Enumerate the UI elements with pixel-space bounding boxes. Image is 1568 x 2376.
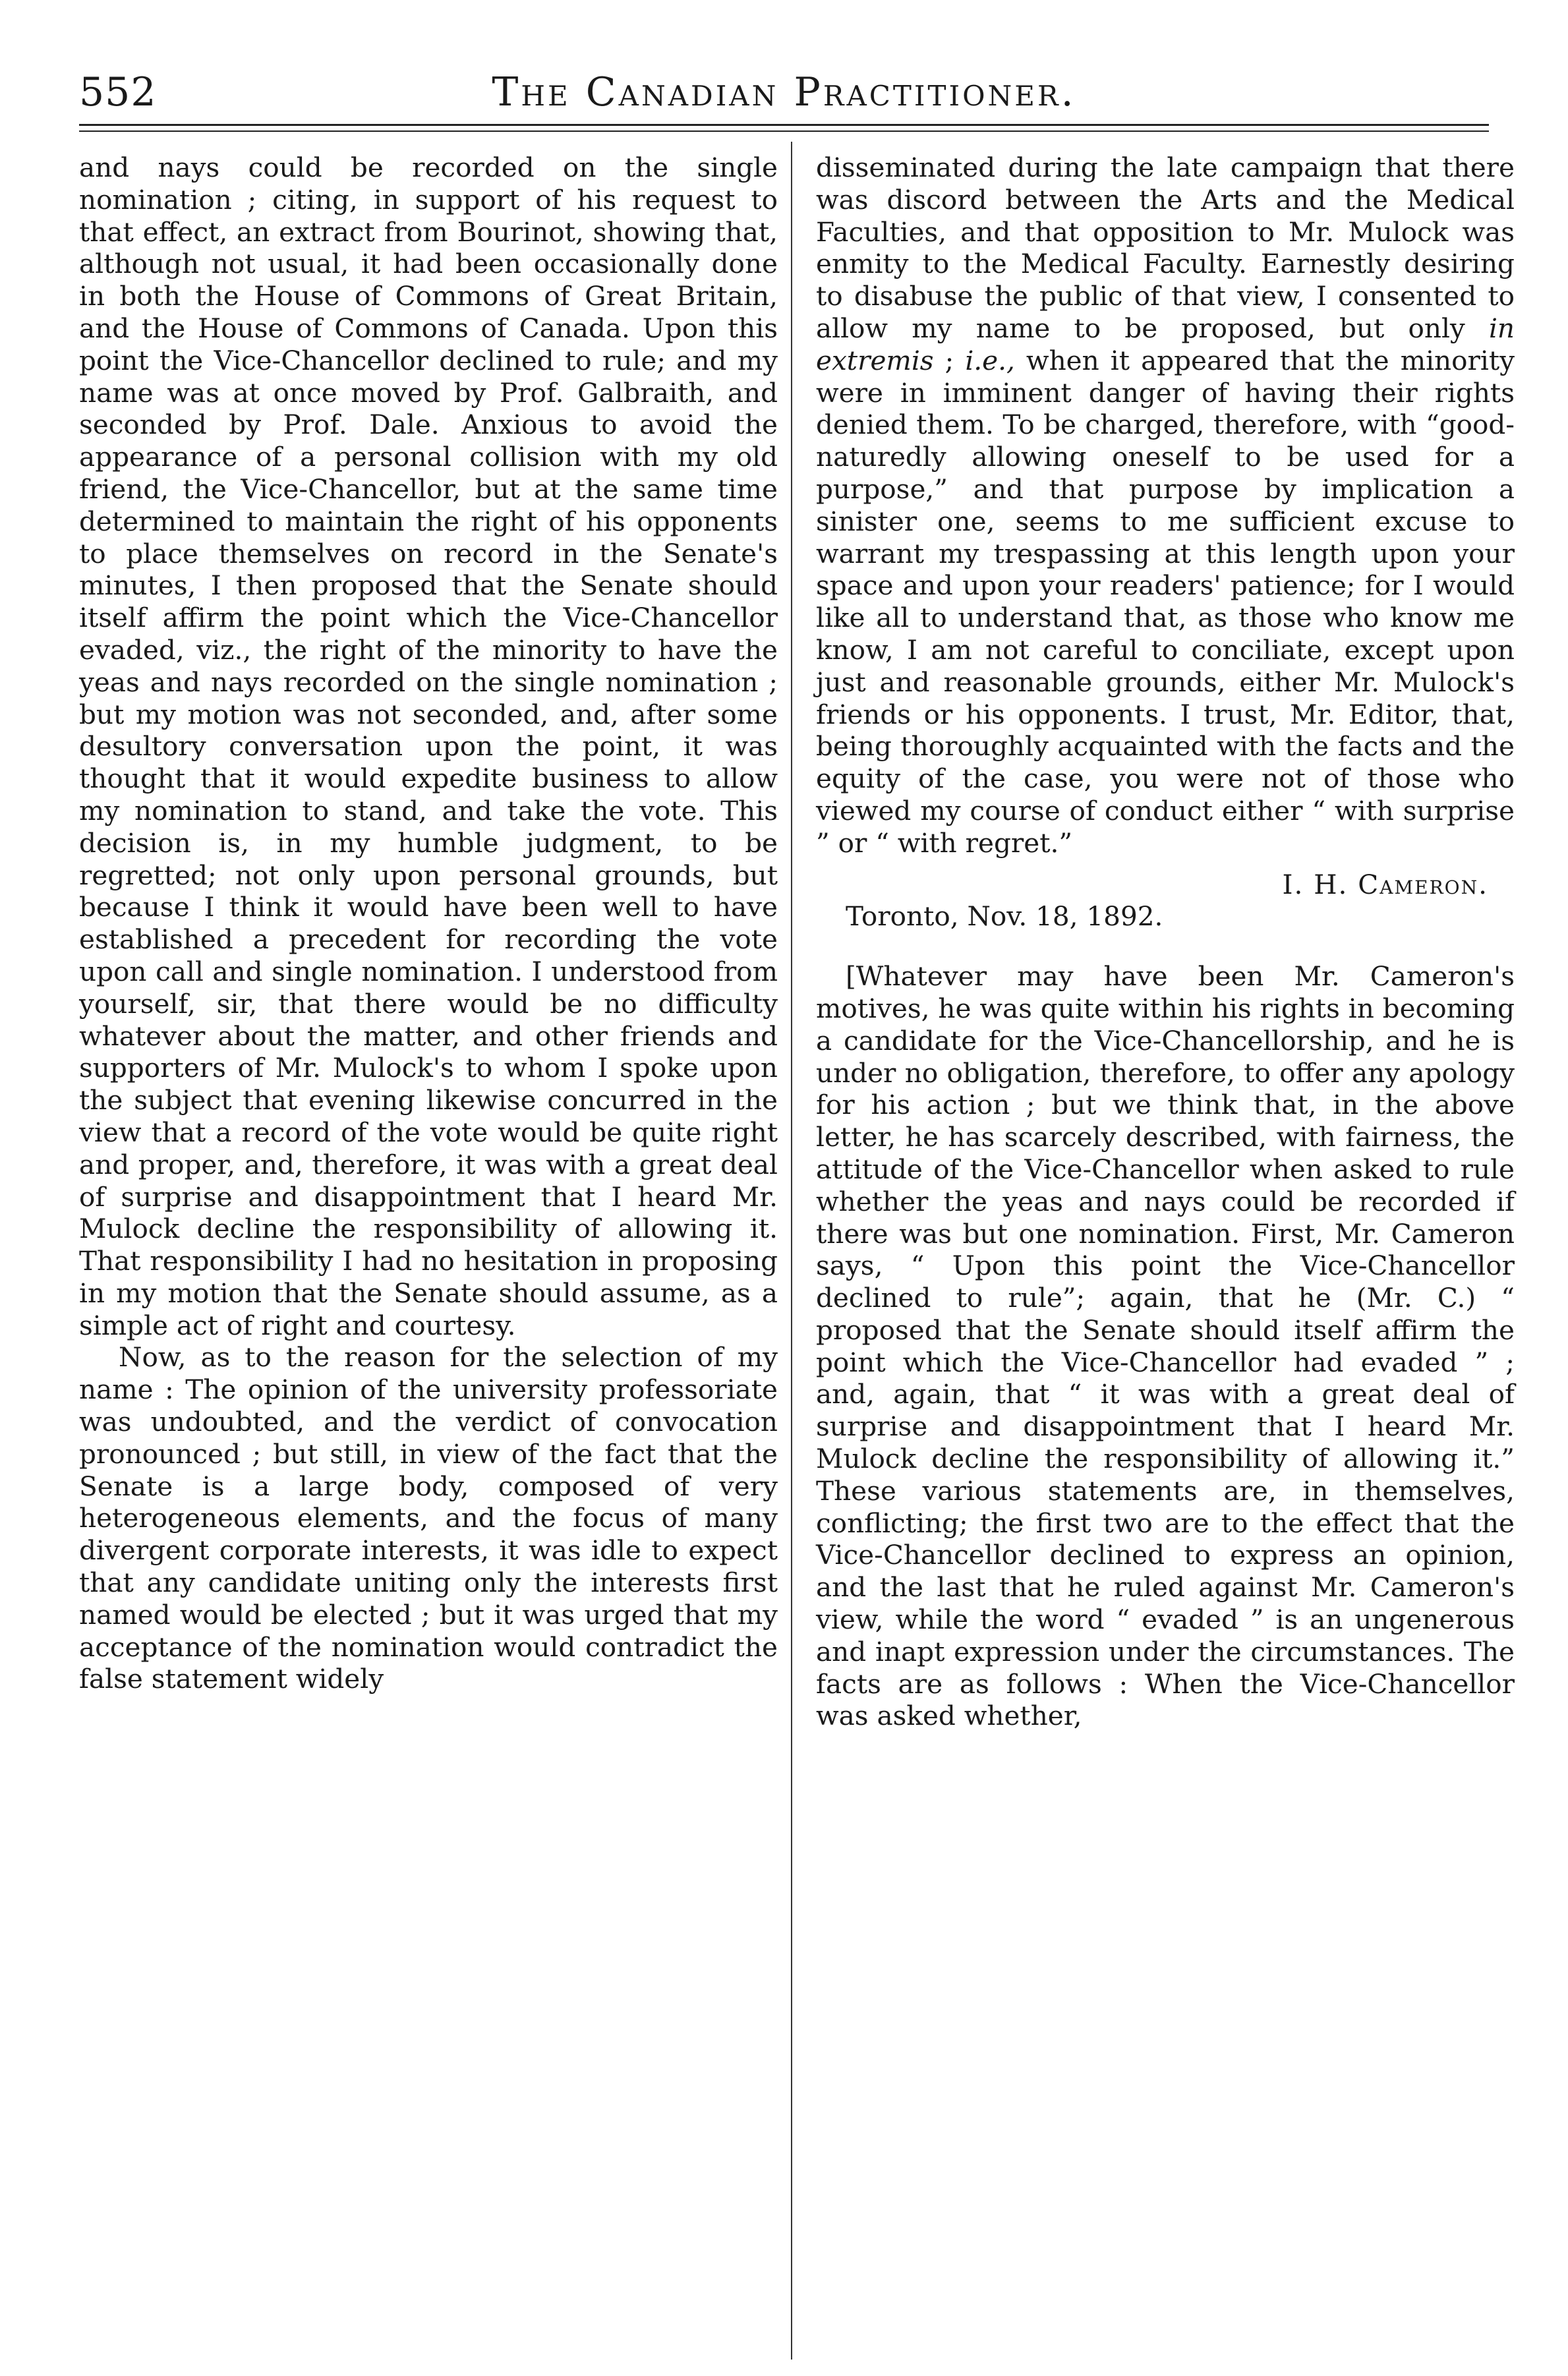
letter-text-c: when it appeared that the minority were in imminent danger of having their rights denied them. To be charged, therefore, with “good-naturedly allowing oneself to be used for a purpose,” and that purpose by implication a sinister one, seems to me sufficient excuse to warrant my trespassing at this length upon your space and upon your readers' patience; for I would like all to understand that, as those who know me know, I am not careful to conciliate, except upon just and reasonable grounds, either Mr. Mulock's friends or his opponents. I trust, Mr. Editor, that, being thoroughly acquainted with the facts and the equity of the case, you were not of those who viewed my course of conduct either “ with surprise ” or “ with regret.”	[816, 344, 1515, 859]
page-header	[79, 66, 1489, 119]
column-divider	[791, 142, 792, 2360]
running-title: The Canadian Practitioner.	[492, 69, 1076, 115]
left-paragraph-continued: and nays could be recorded on the single nomination ; citing, in support of his request to that effect, an extract from Bourinot, showing that, although not usual, it had been occasionally done in both the House of Commons of Great Britain, and the House of Commons of Canada. Upon this point the Vice-Chancellor declined to rule; and my name was at once moved by Prof. Galbraith, and seconded by Prof. Dale. Anxious to avoid the appearance of a personal collision with my old friend, the Vice-Chancellor, but at the same time determined to maintain the right of his opponents to place themselves on record in the Senate's minutes, I then proposed that the Senate should itself affirm the point which the Vice-Chancellor evaded, viz., the right of the minority to have the yeas and nays recorded on the single nomination ; but my motion was not seconded, and, after some desultory conversation upon the point, it was thought that it would expedite business to allow my nomination to stand, and take the vote. This decision is, in my humble judgment, to be regretted; not only upon personal grounds, but because I think it would have been well to have established a precedent for recording the vote upon call and single nomination. I understood from yourself, sir, that there would be no difficulty whatever about the matter, and other friends and supporters of Mr. Mulock's to whom I spoke upon the subject that evening likewise concurred in the view that a record of the vote would be quite right and proper, and, therefore, it was with a great deal of surprise and disappointment that I heard Mr. Mulock decline the responsibility of allowing it. That responsibility I had no hesitation in proposing in my motion that the Senate should assume, as a simple act of right and courtesy.	[79, 152, 778, 1341]
letter-signature: I. H. Cameron.	[1282, 868, 1488, 900]
letter-text-b: ;	[933, 344, 966, 376]
editor-note: [Whatever may have been Mr. Cameron's motives, he was quite within his rights in becoming a candidate for the Vice-Chancellorship, and he is under no obligation, therefore, to offer any apology for his action ; but we think that, in the above letter, he has scarcely described, with fairness, the attitude of the Vice-Chancellor when asked to rule whether the yeas and nays could be recorded if there was but one nomination. First, Mr. Cameron says, “ Upon this point the Vice-Chancellor declined to rule”; again, that he (Mr. C.) “ proposed that the Senate should itself affirm the point which the Vice-Chancellor had evaded ” ; and, again, that “ it was with a great deal of surprise and disappointment that I heard Mr. Mulock decline the responsibility of allowing it.” These various statements are, in themselves, conflicting; the first two are to the effect that the Vice-Chancellor declined to express an opinion, and the last that he ruled against Mr. Cameron's view, while the word “ evaded ” is an ungenerous and inapt expression under the circumstances. The facts are as follows : When the Vice-Chancellor was asked whether,	[816, 960, 1515, 1732]
letter-text-ie: i.e.,	[965, 344, 1015, 376]
page-number: 552	[79, 69, 157, 115]
letter-text-in-extremis: in extremis	[816, 312, 1515, 376]
right-column	[816, 152, 1515, 1732]
left-paragraph-selection-reason: Now, as to the reason for the selection of my name : The opinion of the university professoriate was undoubted, and the verdict of convocation pronounced ; but still, in view of the fact that the Senate is a large body, composed of very heterogeneous elements, and the focus of many divergent corporate interests, it was idle to expect that any candidate uniting only the interests first named would be elected ; but it was urged that my acceptance of the nomination would contradict the false statement widely	[79, 1341, 778, 1695]
left-column	[79, 152, 778, 1695]
header-rule-top	[79, 124, 1489, 126]
letter-dateline: Toronto, Nov. 18, 1892.	[846, 900, 1163, 933]
right-paragraph-continued	[816, 152, 1515, 859]
header-rule-bottom	[79, 130, 1489, 132]
letter-text-a: disseminated during the late campaign that there was discord between the Arts and the Medical Faculties, and that opposition to Mr. Mulock was enmity to the Medical Faculty. Earnestly desiring to disabuse the public of that view, I consented to allow my name to be proposed, but only	[816, 152, 1515, 344]
